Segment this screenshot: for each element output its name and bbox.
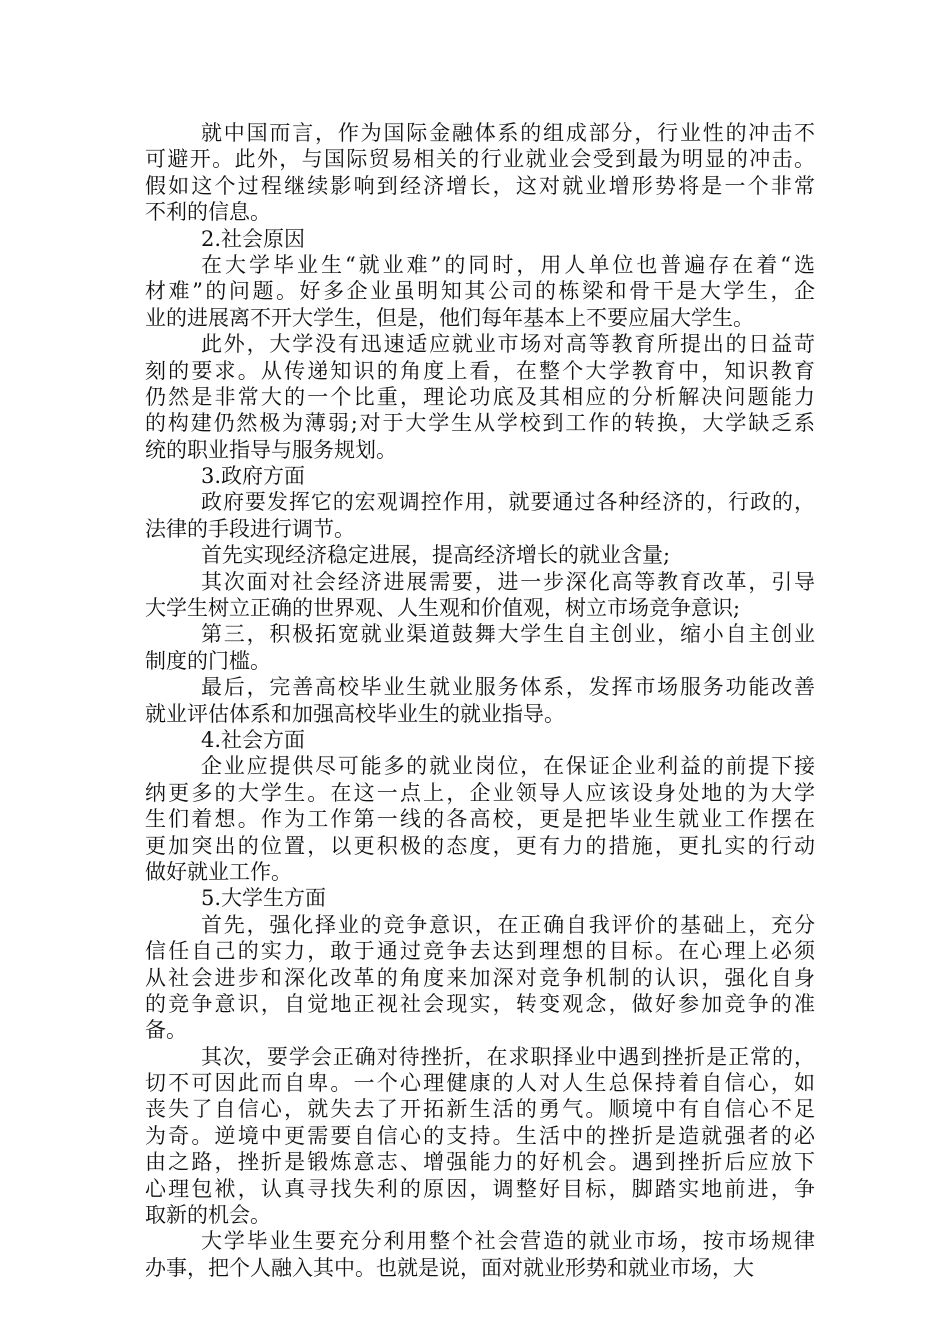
- document-page: [145, 120, 815, 1281]
- paragraph: [145, 120, 815, 226]
- paragraph: [145, 542, 815, 568]
- text-line: 其次面对社会经济进展需要，进一步深化高等教育改革，引导: [201, 569, 815, 594]
- text-line: 首先，强化择业的竞争意识，在正确自我评价的基础上，充分: [201, 912, 815, 937]
- text-line: 备。: [145, 1018, 187, 1043]
- text-line: 统的职业指导与服务规划。: [145, 437, 397, 462]
- text-line: 就中国而言，作为国际金融体系的组成部分，行业性的冲击不: [201, 121, 815, 145]
- text-line: 取新的机会。: [145, 1203, 271, 1228]
- text-line: 材难”的问题。好多企业虽明知其公司的栋梁和骨干是大学生，企: [145, 279, 815, 304]
- paragraph: [145, 753, 815, 885]
- paragraph: [145, 621, 815, 674]
- text-line: 就业评估体系和加强高校毕业生的就业指导。: [145, 701, 565, 726]
- text-line: 最后，完善高校毕业生就业服务体系，发挥市场服务功能改善: [201, 675, 815, 700]
- text-line: 仍然是非常大的一个比重，理论功底及其相应的分析解决问题能力: [145, 384, 815, 409]
- text-line: 大学毕业生要充分利用整个社会营造的就业市场，按市场规律: [201, 1229, 815, 1254]
- text-line: 可避开。此外，与国际贸易相关的行业就业会受到最为明显的冲击。: [145, 147, 815, 172]
- section-heading: [145, 727, 815, 753]
- section-heading: [145, 463, 815, 489]
- section-heading: [145, 226, 815, 252]
- text-line: 信任自己的实力，敢于通过竞争去达到理想的目标。在心理上必须: [145, 939, 815, 964]
- text-line: 办事，把个人融入其中。也就是说，面对就业形势和就业市场，大: [145, 1255, 754, 1280]
- paragraph: [145, 1228, 815, 1281]
- text-line: 政府要发挥它的宏观调控作用，就要通过各种经济的，行政的，: [201, 490, 815, 515]
- text-line: 心理包袱，认真寻找失利的原因，调整好目标，脚踏实地前进，争: [145, 1176, 815, 1201]
- text-line: 业的进展离不开大学生，但是，他们每年基本上不要应届大学生。: [145, 305, 754, 330]
- text-line: 的竞争意识，自觉地正视社会现实，转变观念，做好参加竞争的准: [145, 991, 815, 1016]
- text-line: 企业应提供尽可能多的就业岗位，在保证企业利益的前提下接: [201, 754, 815, 779]
- text-line: 切不可因此而自卑。一个心理健康的人对人生总保持着自信心，如: [145, 1071, 815, 1096]
- paragraph: [145, 674, 815, 727]
- text-line: 2.社会原因: [201, 226, 306, 251]
- text-line: 其次，要学会正确对待挫折，在求职择业中遇到挫折是正常的，: [201, 1044, 815, 1069]
- text-line: 刻的要求。从传递知识的角度上看，在整个大学教育中，知识教育: [145, 358, 815, 383]
- paragraph: [145, 569, 815, 622]
- text-line: 此外，大学没有迅速适应就业市场对高等教育所提出的日益苛: [201, 332, 815, 357]
- paragraph: [145, 489, 815, 542]
- text-line: 制度的门槛。: [145, 648, 271, 673]
- text-line: 生们着想。作为工作第一线的各高校，更是把毕业生就业工作摆在: [145, 807, 815, 832]
- paragraph: [145, 331, 815, 463]
- section-heading: [145, 885, 815, 911]
- text-line: 丧失了自信心，就失去了开拓新生活的勇气。顺境中有自信心不足: [145, 1097, 815, 1122]
- paragraph: [145, 912, 815, 1044]
- text-line: 从社会进步和深化改革的角度来加深对竞争机制的认识，强化自身: [145, 965, 815, 990]
- text-line: 法律的手段进行调节。: [145, 516, 355, 541]
- text-line: 的构建仍然极为薄弱;对于大学生从学校到工作的转换，大学缺乏系: [145, 411, 815, 436]
- text-line: 4.社会方面: [201, 727, 306, 752]
- text-line: 第三，积极拓宽就业渠道鼓舞大学生自主创业，缩小自主创业: [201, 622, 815, 647]
- text-line: 由之路，挫折是锻炼意志、增强能力的好机会。遇到挫折后应放下: [145, 1150, 815, 1175]
- text-line: 假如这个过程继续影响到经济增长，这对就业增形势将是一个非常: [145, 173, 815, 198]
- text-line: 纳更多的大学生。在这一点上，企业领导人应该设身处地的为大学: [145, 780, 815, 805]
- text-line: 首先实现经济稳定进展，提高经济增长的就业含量;: [201, 543, 671, 568]
- paragraph: [145, 252, 815, 331]
- text-line: 5.大学生方面: [201, 886, 327, 911]
- text-line: 做好就业工作。: [145, 859, 292, 884]
- paragraph: [145, 1044, 815, 1229]
- text-line: 大学生树立正确的世界观、人生观和价值观，树立市场竞争意识;: [145, 596, 741, 621]
- text-line: 更加突出的位置，以更积极的态度，更有力的措施，更扎实的行动: [145, 833, 815, 858]
- text-line: 在大学毕业生“就业难”的同时，用人单位也普遍存在着“选: [201, 252, 815, 277]
- text-line: 为奇。逆境中更需要自信心的支持。生活中的挫折是造就强者的必: [145, 1123, 815, 1148]
- text-line: 3.政府方面: [201, 464, 306, 489]
- text-line: 不利的信息。: [145, 200, 271, 225]
